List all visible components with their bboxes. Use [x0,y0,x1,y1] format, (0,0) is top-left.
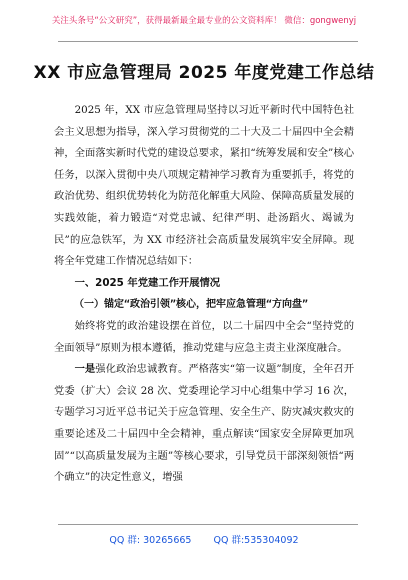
footer-qq-group-1: QQ 群: 30265665 [109,535,192,546]
promo-banner: 关注头条号“公文研究”，获得最新最全最专业的公文资料库！ 微信：gongwenyj [51,16,357,26]
footer [0,532,408,546]
point-text: 强化政治忠诚教育。严格落实“第一议题”制度，全年召开党委（扩大）会议 28 次、党委理论学习中心组集中学习 16 次，专题学习习近平总书记关于应急管理、安全生产、防灾减灾救灾的重要论述及二十届四中全会精神，重点解读“国家安全屏障更加巩固”“以高质量发展为主题”等核心要求，引导党员干部深刻领悟“两个确立”的决定性意义，增强 [54,363,355,484]
document-body [54,100,354,489]
intro-paragraph: 2025 年，XX 市应急管理局坚持以习近平新时代中国特色社会主义思想为指导，深入学习贯彻党的二十大及二十届四中全会精神，全面落实新时代党的建设总要求，紧扣“统筹发展和安全”核心任务，以深入贯彻中央八项规定精神学习教育为重要抓手，将党的政治优势、组织优势转化为防范化解重大风险、保障高质量发展的实践效能，着力锻造“对党忠诚、纪律严明、赴汤蹈火、竭诚为民”的应急铁军，为 XX 市经济社会高质量发展筑牢安全屏障。现将全年党建工作情况总结如下： [54,104,354,268]
header-divider [58,41,358,42]
footer-divider [58,524,358,525]
subsection-paragraph: 始终将党的政治建设摆在首位，以二十届四中全会“坚持党的全面领导”原则为根本遵循，推动党建与应急主责主业深度融合。 [54,319,354,354]
point-paragraph [54,359,354,489]
footer-qq-group-2: QQ 群:535304092 [213,535,299,546]
subsection-heading: （一）锚定“政治引领”核心，把牢应急管理“方向盘” [74,299,309,311]
document-title: XX 市应急管理局 2025 年度党建工作总结 [33,63,375,83]
point-lead: 一是 [74,363,96,376]
section-heading: 一、2025 年党建工作开展情况 [74,276,221,289]
